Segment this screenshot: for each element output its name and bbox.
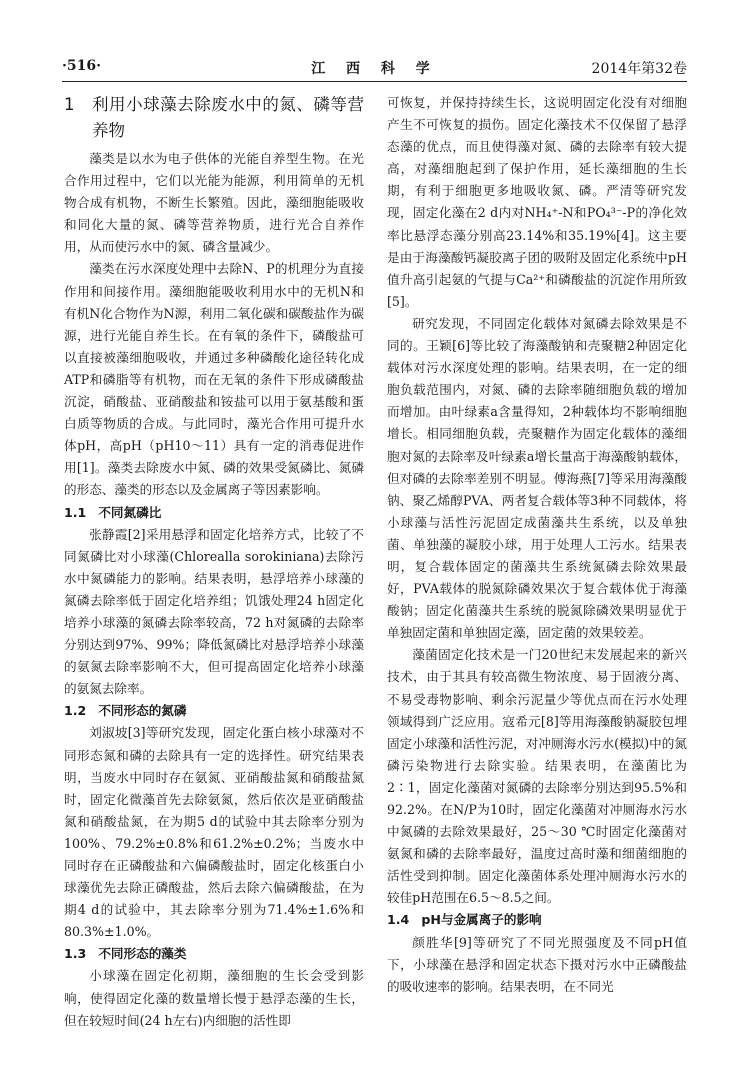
paragraph: 藻菌固定化技术是一门20世纪末发展起来的新兴技术，由于其具有较高微生物浓度、易于固液分离、不易受毒物影响、剩余污泥量少等优点而在污水处理领域得到广泛应用。寇希元[8]等用海藻酸钠凝胶包埋固定小球藻和活性污泥，对冲厕海水污水(模拟)中的氮磷污染物进行去除实验。结果表明，在藻菌比为2∶1，固定化藻菌对氮磷的去除率分别达到95.5%和92.2%。在N/P为10时，固定化藻菌对冲厕海水污水中氮磷的去除效果最好，25～30 ℃时固定化藻菌对氨氮和磷的去除率最好，温度过高时藻和细菌细胞的活性受到抑制。固定化藻菌体系处理冲厕海水污水的较佳pH范围在6.5～8.5之间。 [387,647,687,906]
paragraph: 可恢复，并保持持续生长，这说明固定化没有对细胞产生不可恢复的损伤。固定化藻技术不仅保留了悬浮态藻的优点，而且使得藻对氮、磷的去除率有较大提高，对藻细胞起到了保护作用，延长藻细胞的生长期，有利于细胞更多地吸收氮、磷。严清等研究发现，固定化藻在2 d内对NH₄⁺-N和PO₄³⁻-P的净化效率比悬浮态藻分别高23.14%和35.19%[4]。这主要是由于海藻酸钙凝胶离子团的吸附及固定化系统中pH值升高引起氨的气提与Ca²⁺和磷酸盐的沉淀作用所致[5]。 [387,95,687,309]
subsection-heading [387,909,687,931]
subsection-number: 1.3 [64,946,87,962]
page-number: ·516· [62,58,101,74]
subsection-title: 不同氮磷比 [98,504,162,520]
subsection-number: 1.1 [64,504,87,520]
subsection-title: 不同形态的氮磷 [98,703,187,719]
paragraph: 研究发现，不同固定化载体对氮磷去除效果是不同的。王颖[6]等比较了海藻酸钠和壳聚糖2种固定化载体对污水深度处理的影响。结果表明，在一定的细胞负载范围内，对氮、磷的去除率随细胞负载的增加而增加。由叶绿素a含量得知，2种载体均不影响细胞增长。相同细胞负载，壳聚糖作为固定化载体的藻细胞对氮的去除率及叶绿素a增长量高于海藻酸钠载体，但对磷的去除率差别不明显。傅海燕[7]等采用海藻酸钠、聚乙烯醇PVA、两者复合载体等3种不同载体，将小球藻与活性污泥固定成菌藻共生系统，以及单独菌、单独藻的凝胶小球，用于处理人工污水。结果表明，复合载体固定的菌藻共生系统氮磷去除效果最好，PVA载体的脱氮除磷效果次于复合载体优于海藻酸钠；固定化菌藻共生系统的脱氮除磷效果明显优于单独固定菌和单独固定藻，固定菌的效果较差。 [387,315,687,641]
left-column [64,92,364,1032]
paragraph: 张静霞[2]采用悬浮和固定化培养方式，比较了不同氮磷比对小球藻(Chlorealla sorokiniana)去除污水中氮磷能力的影响。结果表明，悬浮培养小球藻的氮磷去除率低于固定化培养组；饥饿处理24 h固定化培养小球藻的氮磷去除率较高，72 h对氮磷的去除率分别达到97%、99%；降低氮磷比对悬浮培养小球藻的氨氮去除率影响不大，但可提高固定化培养小球藻的氨氮去除率。 [64,526,364,697]
section-heading [64,92,364,144]
volume-info: 2014年第32卷 [591,61,687,77]
paragraph: 小球藻在固定化初期，藻细胞的生长会受到影响，使得固定化藻的数量增长慢于悬浮态藻的生长，但在较短时间(24 h左右)内细胞的活性即 [64,968,364,1028]
section-title: 利用小球藻去除废水中的氮、磷等营养物 [92,95,364,140]
paragraph: 颜胜华[9]等研究了不同光照强度及不同pH值下，小球藻在悬浮和固定状态下摄对污水中正磷酸盐的吸收速率的影响。结果表明，在不同光 [387,934,687,994]
subsection-number: 1.4 [387,912,410,928]
subsection-title: 不同形态的藻类 [98,946,187,962]
subsection-number: 1.2 [64,703,87,719]
paragraph: 藻类是以水为电子供体的光能自养型生物。在光合作用过程中，它们以光能为能源，利用简单的无机物合成有机物，不断生长繁殖。因此，藻细胞能吸收和同化大量的氮、磷等营养物质，进行光合自养作用，从而使污水中的氮、磷含量减少。 [64,151,364,255]
section-number: 1 [64,95,75,114]
header-rule [62,81,687,82]
subsection-heading [64,700,364,722]
subsection-heading [64,943,364,965]
journal-name: 江 西 科 学 [311,61,438,77]
subsection-heading [64,502,364,524]
subsection-title: pH与金属离子的影响 [421,912,542,928]
right-column [387,92,687,998]
page-header [62,58,687,82]
paragraph: 藻类在污水深度处理中去除N、P的机理分为直接作用和间接作用。藻细胞能吸收利用水中的无机N和有机N化合物作为N源，利用二氧化碳和碳酸盐作为碳源，进行光能自养生长。在有氧的条件下，磷酸盐可以直接被藻细胞吸收，并通过多种磷酸化途径转化成ATP和磷脂等有机物，而在无氧的条件下形成磷酸盐沉淀，硝酸盐、亚硝酸盐和铵盐可以用于氨基酸和蛋白质等物质的合成。与此同时，藻光合作用可提升水体pH，高pH（pH10～11）具有一定的消毒促进作用[1]。藻类去除废水中氮、磷的效果受氮磷比、氮磷的形态、藻类的形态以及金属离子等因素影响。 [64,261,364,498]
paragraph: 刘淑坡[3]等研究发现，固定化蛋白核小球藻对不同形态氮和磷的去除具有一定的选择性。研究结果表明，当废水中同时存在氨氮、亚硝酸盐氮和硝酸盐氮时，固定化微藻首先去除氨氮，然后依次是亚硝酸盐氮和硝酸盐氮，在为期5 d的试验中其去除率分别为100%、79.2%±0.8%和61.2%±0.2%；当废水中同时存在正磷酸盐和六偏磷酸盐时，固定化核蛋白小球藻优先去除正磷酸盐，然后去除六偏磷酸盐，在为期4 d的试验中，其去除率分别为71.4%±1.6%和80.3%±1.0%。 [64,725,364,940]
